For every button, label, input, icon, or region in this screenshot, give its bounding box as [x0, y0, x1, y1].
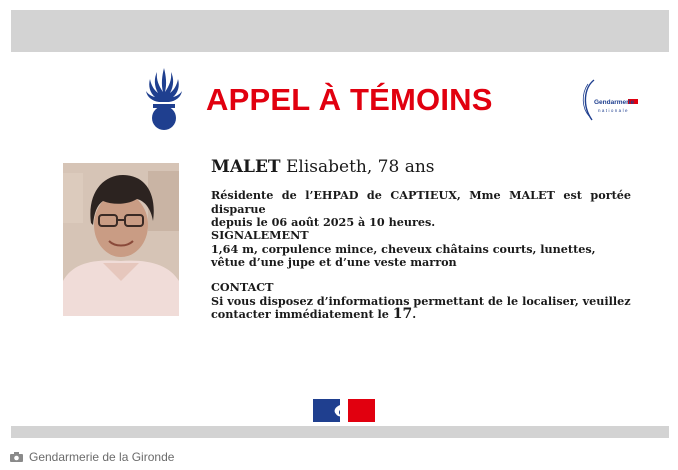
photo-caption	[10, 450, 174, 464]
portrait-image	[63, 163, 179, 316]
contact-line2-suffix: .	[412, 307, 417, 321]
person-photo	[63, 163, 179, 316]
headline: APPEL À TÉMOINS	[206, 82, 493, 117]
description-line2: depuis le 06 août 2025 à 10 heures.	[211, 215, 436, 229]
republique-francaise-logo-icon	[313, 399, 375, 422]
person-name	[211, 157, 435, 177]
contact-number: 17	[392, 306, 413, 322]
contact-section	[211, 281, 631, 322]
contact-line2-prefix: contacter immédiatement le	[211, 307, 393, 321]
signalement-section	[211, 229, 631, 270]
caption-text: Gendarmerie de la Gironde	[29, 450, 175, 464]
logo-name: Gendarmerie	[594, 99, 635, 106]
logo-subtitle: nationale	[598, 108, 629, 113]
signalement-text: 1,64 m, corpulence mince, cheveux châtains courts, lunettes, vêtue d’une jupe et d’une veste marron	[211, 241, 596, 269]
description-line1: Résidente de l’EHPAD de CAPTIEUX, Mme MALET est portée disparue	[211, 188, 631, 216]
signalement-title: SIGNALEMENT	[211, 228, 309, 242]
person-name-rest: Elisabeth, 78 ans	[285, 157, 435, 177]
grenade-flame-icon	[142, 66, 186, 136]
contact-line1: Si vous disposez d’informations permettant de le localiser, veuillez	[211, 293, 631, 308]
description	[211, 189, 631, 230]
person-surname: MALET	[211, 157, 281, 177]
contact-line2	[211, 308, 631, 322]
camera-icon	[10, 452, 23, 462]
contact-title: CONTACT	[211, 280, 274, 294]
